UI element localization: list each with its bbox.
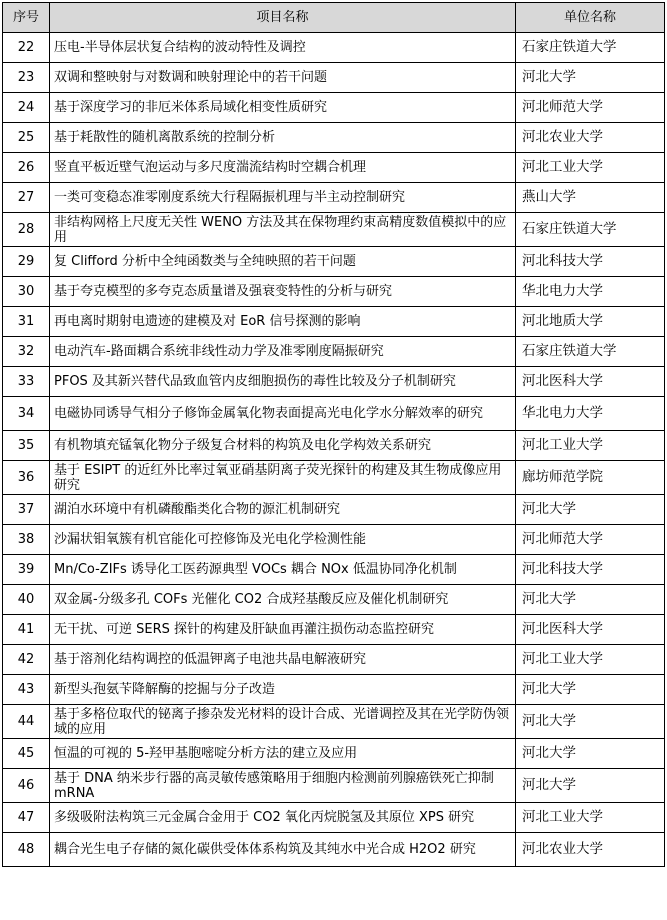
unit-name-cell: 石家庄铁道大学	[516, 213, 665, 247]
row-number: 27	[3, 183, 50, 213]
unit-name-cell: 河北农业大学	[516, 123, 665, 153]
header-no: 序号	[3, 3, 50, 33]
row-number: 28	[3, 213, 50, 247]
row-number: 32	[3, 337, 50, 367]
row-number: 33	[3, 367, 50, 397]
table-row	[3, 183, 665, 213]
row-number: 47	[3, 803, 50, 833]
row-number: 39	[3, 555, 50, 585]
project-name-cell: 压电-半导体层状复合结构的波动特性及调控	[50, 33, 516, 63]
row-number: 42	[3, 645, 50, 675]
unit-name-cell: 河北医科大学	[516, 615, 665, 645]
project-name-cell: 非结构网格上尺度无关性 WENO 方法及其在保物理约束高精度数值模拟中的应用	[50, 213, 516, 247]
project-name-cell: 基于溶剂化结构调控的低温钾离子电池共晶电解液研究	[50, 645, 516, 675]
header-project-name: 项目名称	[50, 3, 516, 33]
table-row	[3, 555, 665, 585]
project-name-cell: 竖直平板近壁气泡运动与多尺度湍流结构时空耦合机理	[50, 153, 516, 183]
unit-name-cell: 河北工业大学	[516, 803, 665, 833]
table-row	[3, 525, 665, 555]
row-number: 41	[3, 615, 50, 645]
unit-name-cell: 廊坊师范学院	[516, 461, 665, 495]
project-name-cell: 有机物填充锰氧化物分子级复合材料的构筑及电化学构效关系研究	[50, 431, 516, 461]
unit-name-cell: 河北大学	[516, 63, 665, 93]
row-number: 36	[3, 461, 50, 495]
unit-name-cell: 河北大学	[516, 495, 665, 525]
unit-name-cell: 河北科技大学	[516, 555, 665, 585]
header-unit-name: 单位名称	[516, 3, 665, 33]
table-row	[3, 495, 665, 525]
table-row	[3, 367, 665, 397]
table-body	[3, 33, 665, 867]
row-number: 37	[3, 495, 50, 525]
project-name-cell: 复 Clifford 分析中全纯函数类与全纯映照的若干问题	[50, 247, 516, 277]
unit-name-cell: 华北电力大学	[516, 397, 665, 431]
project-name-cell: 湖泊水环境中有机磷酸酯类化合物的源汇机制研究	[50, 495, 516, 525]
unit-name-cell: 石家庄铁道大学	[516, 337, 665, 367]
table-row	[3, 277, 665, 307]
table-row	[3, 33, 665, 63]
unit-name-cell: 河北大学	[516, 739, 665, 769]
unit-name-cell: 河北工业大学	[516, 153, 665, 183]
project-name-cell: Mn/Co-ZIFs 诱导化工医药源典型 VOCs 耦合 NOx 低温协同净化机制	[50, 555, 516, 585]
table-row	[3, 337, 665, 367]
table-row	[3, 123, 665, 153]
unit-name-cell: 河北医科大学	[516, 367, 665, 397]
unit-name-cell: 河北大学	[516, 675, 665, 705]
table-row	[3, 247, 665, 277]
row-number: 30	[3, 277, 50, 307]
row-number: 22	[3, 33, 50, 63]
table-row	[3, 63, 665, 93]
unit-name-cell: 河北大学	[516, 705, 665, 739]
unit-name-cell: 河北大学	[516, 769, 665, 803]
project-name-cell: 基于夸克模型的多夸克态质量谱及强衰变特性的分析与研究	[50, 277, 516, 307]
project-name-cell: 基于 DNA 纳米步行器的高灵敏传感策略用于细胞内检测前列腺癌铁死亡抑制 mRNA	[50, 769, 516, 803]
project-name-cell: 电动汽车-路面耦合系统非线性动力学及准零刚度隔振研究	[50, 337, 516, 367]
unit-name-cell: 河北师范大学	[516, 525, 665, 555]
unit-name-cell: 河北大学	[516, 585, 665, 615]
project-table	[2, 2, 665, 867]
table-row	[3, 585, 665, 615]
row-number: 35	[3, 431, 50, 461]
project-name-cell: 恒温的可视的 5-羟甲基胞嘧啶分析方法的建立及应用	[50, 739, 516, 769]
project-name-cell: 沙漏状钼氧簇有机官能化可控修饰及光电化学检测性能	[50, 525, 516, 555]
row-number: 44	[3, 705, 50, 739]
table-header-row	[3, 3, 665, 33]
row-number: 45	[3, 739, 50, 769]
row-number: 29	[3, 247, 50, 277]
project-name-cell: 耦合光生电子存储的氮化碳供受体体系构筑及其纯水中光合成 H2O2 研究	[50, 833, 516, 867]
unit-name-cell: 华北电力大学	[516, 277, 665, 307]
unit-name-cell: 河北师范大学	[516, 93, 665, 123]
row-number: 40	[3, 585, 50, 615]
project-name-cell: 基于 ESIPT 的近红外比率过氧亚硝基阴离子荧光探针的构建及其生物成像应用研究	[50, 461, 516, 495]
row-number: 43	[3, 675, 50, 705]
table-row	[3, 397, 665, 431]
row-number: 31	[3, 307, 50, 337]
project-name-cell: 双金属-分级多孔 COFs 光催化 CO2 合成羟基酸反应及催化机制研究	[50, 585, 516, 615]
project-name-cell: 再电离时期射电遗迹的建模及对 EoR 信号探测的影响	[50, 307, 516, 337]
unit-name-cell: 河北工业大学	[516, 431, 665, 461]
table-row	[3, 769, 665, 803]
project-name-cell: 多级吸附法构筑三元金属合金用于 CO2 氧化丙烷脱氢及其原位 XPS 研究	[50, 803, 516, 833]
table-row	[3, 675, 665, 705]
project-name-cell: 新型头孢氨苄降解酶的挖掘与分子改造	[50, 675, 516, 705]
project-name-cell: 双调和整映射与对数调和映射理论中的若干问题	[50, 63, 516, 93]
table-row	[3, 803, 665, 833]
row-number: 46	[3, 769, 50, 803]
table-row	[3, 93, 665, 123]
project-name-cell: 基于耗散性的随机离散系统的控制分析	[50, 123, 516, 153]
project-name-cell: 电磁协同诱导气相分子修饰金属氧化物表面提高光电化学水分解效率的研究	[50, 397, 516, 431]
table-row	[3, 213, 665, 247]
row-number: 24	[3, 93, 50, 123]
table-row	[3, 739, 665, 769]
table-row	[3, 833, 665, 867]
table-row	[3, 431, 665, 461]
row-number: 26	[3, 153, 50, 183]
unit-name-cell: 燕山大学	[516, 183, 665, 213]
project-name-cell: 基于多格位取代的铋离子掺杂发光材料的设计合成、光谱调控及其在光学防伪领域的应用	[50, 705, 516, 739]
row-number: 25	[3, 123, 50, 153]
table-row	[3, 705, 665, 739]
row-number: 38	[3, 525, 50, 555]
table-row	[3, 615, 665, 645]
project-name-cell: 一类可变稳态准零刚度系统大行程隔振机理与半主动控制研究	[50, 183, 516, 213]
row-number: 23	[3, 63, 50, 93]
unit-name-cell: 河北地质大学	[516, 307, 665, 337]
project-name-cell: PFOS 及其新兴替代品致血管内皮细胞损伤的毒性比较及分子机制研究	[50, 367, 516, 397]
project-name-cell: 基于深度学习的非厄米体系局域化相变性质研究	[50, 93, 516, 123]
table-row	[3, 461, 665, 495]
row-number: 48	[3, 833, 50, 867]
project-name-cell: 无干扰、可逆 SERS 探针的构建及肝缺血再灌注损伤动态监控研究	[50, 615, 516, 645]
table-row	[3, 645, 665, 675]
unit-name-cell: 石家庄铁道大学	[516, 33, 665, 63]
unit-name-cell: 河北农业大学	[516, 833, 665, 867]
row-number: 34	[3, 397, 50, 431]
unit-name-cell: 河北工业大学	[516, 645, 665, 675]
unit-name-cell: 河北科技大学	[516, 247, 665, 277]
table-row	[3, 153, 665, 183]
table-row	[3, 307, 665, 337]
